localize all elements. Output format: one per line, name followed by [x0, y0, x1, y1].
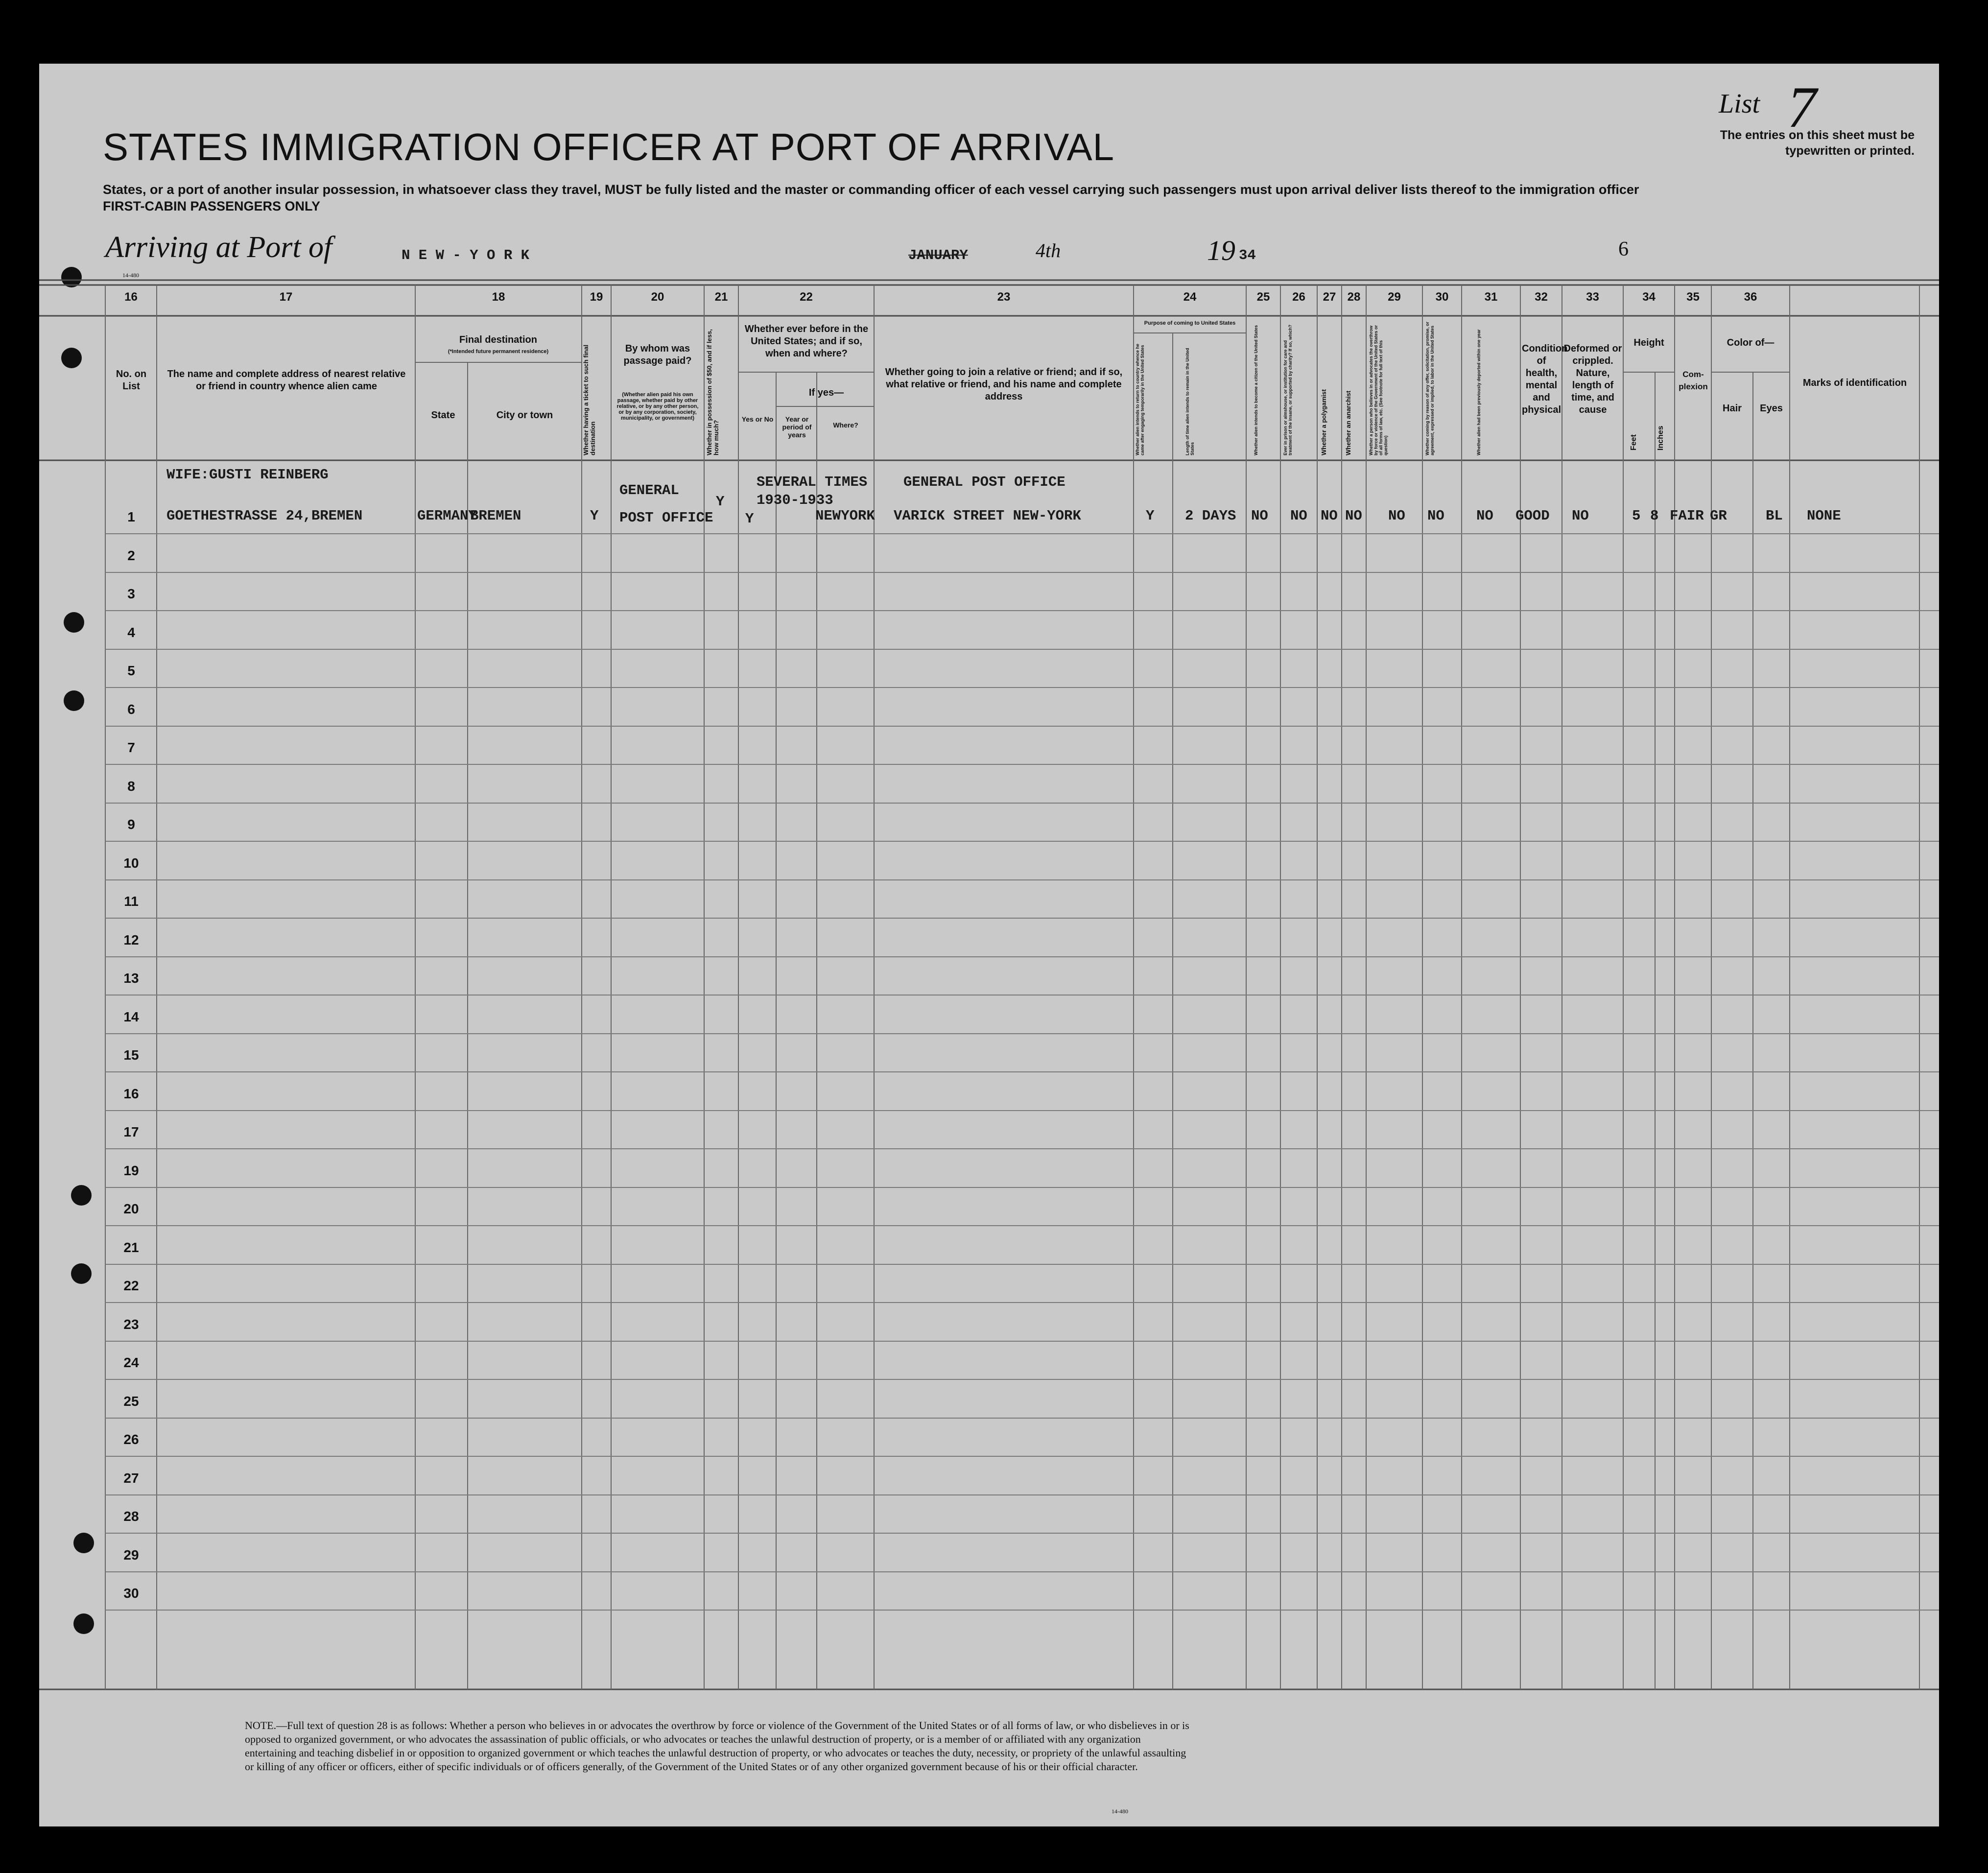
entries-note: The entries on this sheet must be typewritten or printed.: [1720, 128, 1915, 158]
row-number: 27: [123, 1470, 139, 1486]
col-num: 30: [1435, 290, 1449, 304]
length-stay: 2 DAYS: [1185, 508, 1236, 524]
row-number: 15: [123, 1047, 139, 1063]
header-prison: Ever in prison or almshouse, or institution for care and treatment of the insane, or supported by charity? If so, which?: [1283, 324, 1293, 455]
height-inches: 8: [1650, 508, 1659, 524]
col-num: 24: [1183, 290, 1197, 304]
before-yes: Y: [745, 511, 754, 527]
row-number: 13: [123, 971, 139, 986]
before-period: 1930-1933: [757, 492, 833, 508]
ticket-value: Y: [590, 508, 599, 524]
header-labor-offer: Whether coming by reason of any offer, solicitation, promise, or agreement, expressed or implied, to labor in the United States: [1425, 321, 1435, 455]
height-feet: 5: [1632, 508, 1641, 524]
header-inches: Inches: [1657, 426, 1665, 450]
col-num: 34: [1642, 290, 1656, 304]
header-eyes: Eyes: [1760, 403, 1783, 414]
column-rules: [105, 285, 1919, 1689]
col-num: 26: [1292, 290, 1305, 304]
col-num: 31: [1484, 290, 1498, 304]
year-suffix: 34: [1239, 247, 1256, 263]
row-number: 25: [123, 1394, 139, 1409]
header-nearest-relative: The name and complete address of nearest relative or friend in country whence alien came: [167, 369, 406, 392]
paid-by: GENERAL: [619, 482, 679, 498]
port-name: N E W - Y O R K: [402, 247, 530, 263]
row-number: 30: [123, 1586, 139, 1601]
money-value: Y: [716, 494, 725, 510]
header-color-of: Color of—: [1727, 337, 1775, 348]
row-number: 19: [123, 1163, 139, 1178]
header-before-in-us: Whether ever before in the United States; and if so, when and where?: [744, 324, 869, 359]
header-join-relative: Whether going to join a relative or friend; and if so, what relative or friend, and his name and complete address: [885, 367, 1123, 402]
before-years: SEVERAL TIMES: [757, 474, 868, 490]
header-if-yes: If yes—: [808, 387, 844, 398]
col-num: 33: [1586, 290, 1599, 304]
col-num: 16: [124, 290, 138, 304]
row-number: 26: [123, 1432, 139, 1447]
marks-value: NONE: [1807, 508, 1841, 524]
header-return-intent: Whether alien intends to return to country whence he came after engaging temporarily in the United States: [1135, 343, 1145, 455]
row-number: 28: [123, 1509, 139, 1524]
header-feet: Feet: [1630, 434, 1638, 450]
year-prefix: 19: [1207, 235, 1235, 266]
row-number: 5: [127, 663, 135, 678]
header-years: Year or period of years: [782, 415, 812, 439]
row-number: 4: [127, 625, 135, 640]
col-num: 29: [1388, 290, 1401, 304]
polygamist-value: NO: [1321, 508, 1338, 524]
col-num: 22: [800, 290, 813, 304]
row-number: 17: [123, 1124, 139, 1139]
header-length-stay: Length of time alien intends to remain in the United States: [1185, 348, 1195, 455]
arrival-month: JANUARY: [908, 247, 968, 263]
deported-value: NO: [1476, 508, 1493, 524]
col-num: 18: [492, 290, 505, 304]
complexion-value: FAIR: [1670, 508, 1704, 524]
citizen-value: NO: [1251, 508, 1268, 524]
row-number: 9: [127, 817, 135, 832]
header-fifty-dollars: Whether in possession of $50, and if less, how much?: [706, 329, 720, 455]
labor-value: NO: [1427, 508, 1444, 524]
col-num: 19: [590, 290, 603, 304]
header-yes-no: Yes or No: [741, 415, 774, 423]
header-height: Height: [1633, 337, 1664, 348]
col-num: 21: [714, 290, 728, 304]
row-number: 29: [123, 1547, 139, 1563]
row-number: 1: [127, 509, 135, 524]
header-complexion: Com-plexion: [1679, 370, 1708, 391]
footnote-code: 14-480: [1112, 1808, 1128, 1815]
paid-by-office: POST OFFICE: [619, 510, 713, 526]
row-number: 2: [127, 548, 135, 563]
row-number: 11: [124, 894, 139, 909]
join-address: VARICK STREET NEW-YORK: [894, 508, 1081, 524]
row-number: 21: [123, 1240, 139, 1255]
header-overthrow: Whether a person who believes in or advocates the overthrow by force or violence of the Government of the United States or of all forms of law, etc. (See footnote for full text of this question): [1369, 325, 1388, 455]
header-anarchist: Whether an anarchist: [1345, 390, 1352, 455]
relative-name: WIFE:GUSTI REINBERG: [166, 467, 329, 483]
arriving-label: Arriving at Port of: [105, 231, 332, 264]
col-num: 23: [997, 290, 1011, 304]
deformed-value: NO: [1572, 508, 1589, 524]
header-ticket: Whether having a ticket to such final destination: [582, 344, 596, 455]
hair-value: GR: [1710, 508, 1727, 524]
form-code: 14-480: [122, 272, 139, 279]
header-deported: Whether alien had been previously deported within one year: [1476, 329, 1481, 455]
row-number: 24: [123, 1355, 139, 1370]
header-passage-paid: By whom was passage paid?: [623, 343, 692, 366]
header-final-destination: Final destination: [459, 334, 537, 345]
header-where: Where?: [833, 421, 858, 429]
row-number: 7: [127, 740, 135, 755]
header-purpose: Purpose of coming to United States: [1144, 320, 1236, 326]
join-relative: GENERAL POST OFFICE: [903, 474, 1065, 490]
header-passage-note: (Whether alien paid his own passage, whether paid by other relative, or by any other person, or by any corporation, society, municipality, or government): [616, 392, 699, 421]
purpose-return: Y: [1146, 508, 1155, 524]
header-citizen: Whether alien intends to become a citizen of the United States: [1254, 325, 1258, 455]
row-number: 23: [123, 1317, 139, 1332]
col-num: 20: [651, 290, 664, 304]
health-value: GOOD: [1515, 508, 1550, 524]
subtitle-line: States, or a port of another insular possession, in whatsoever class they travel, MUST be fully listed and the master or commanding officer of each vessel carrying such passengers must upon arrival deliver lists thereof to the immigration officer: [103, 182, 1639, 197]
row-rules: [105, 534, 1939, 1610]
eyes-value: BL: [1766, 508, 1783, 524]
header-destination-note: (*Intended future permanent residence): [448, 349, 549, 355]
row-number: 14: [123, 1009, 139, 1024]
sheet-mark: 6: [1618, 238, 1629, 261]
header-hair: Hair: [1723, 403, 1742, 414]
footnote: NOTE.—Full text of question 28 is as follows: Whether a person who believes in or advocates the overthrow by force or violence of the Government of the United States or of all forms of law, or who disbelieves in or is opposed to organized government, or who advocates the assassination of public officials, or who advocates or teaches the unlawful destruction of property, or is a member of or affiliated with any organization entertaining and teaching disbelief in or opposition to organized government or which teaches the unlawful destruction of property, or who advocates or teaches the duty, necessity, or propriety of the unlawful assaulting or killing of any officer or officers, either of specific individuals or of officers generally, of the Government of the United States or of any other organized government because of his or their official character.: [245, 1719, 1189, 1773]
col-num: 32: [1535, 290, 1548, 304]
col-num: 35: [1686, 290, 1700, 304]
header-state: State: [431, 410, 455, 421]
header-no-on-list: No. on List: [116, 369, 147, 392]
before-where: NEWYORK: [815, 508, 875, 524]
row-number: 16: [123, 1086, 139, 1101]
anarchist-value: NO: [1345, 508, 1362, 524]
relative-address: GOETHESTRASSE 24,BREMEN: [166, 508, 363, 524]
page-title: STATES IMMIGRATION OFFICER AT PORT OF ARRIVAL: [103, 125, 1115, 168]
list-number: 7: [1787, 74, 1817, 140]
row-number: 6: [127, 702, 135, 717]
header-polygamist: Whether a polygamist: [1320, 389, 1327, 455]
row-number: 10: [123, 855, 139, 871]
destination-state: GERMANY: [417, 508, 477, 524]
row-number: 8: [127, 779, 135, 794]
col-num: 27: [1323, 290, 1336, 304]
grid-frame: [39, 280, 1939, 1689]
subtitle-cabin: FIRST-CABIN PASSENGERS ONLY: [103, 199, 321, 213]
row-number: 3: [127, 586, 135, 601]
header-deformed: Deformed or crippled. Nature, length of time, and cause: [1563, 343, 1622, 415]
col-num: 28: [1347, 290, 1361, 304]
col-num: 25: [1256, 290, 1270, 304]
col-num: 36: [1744, 290, 1757, 304]
header-marks: Marks of identification: [1802, 378, 1907, 388]
overthrow-value: NO: [1388, 508, 1405, 524]
row-number: 20: [123, 1201, 139, 1216]
header-city: City or town: [496, 410, 553, 421]
header-health: Condition of health, mental and physical: [1522, 343, 1568, 415]
row-number: 22: [123, 1278, 139, 1293]
row-number: 12: [123, 932, 139, 948]
destination-city: BREMEN: [470, 508, 521, 524]
prison-value: NO: [1290, 508, 1307, 524]
list-label: List: [1719, 89, 1760, 119]
arrival-day: 4th: [1036, 239, 1061, 261]
col-num: 17: [279, 290, 293, 304]
